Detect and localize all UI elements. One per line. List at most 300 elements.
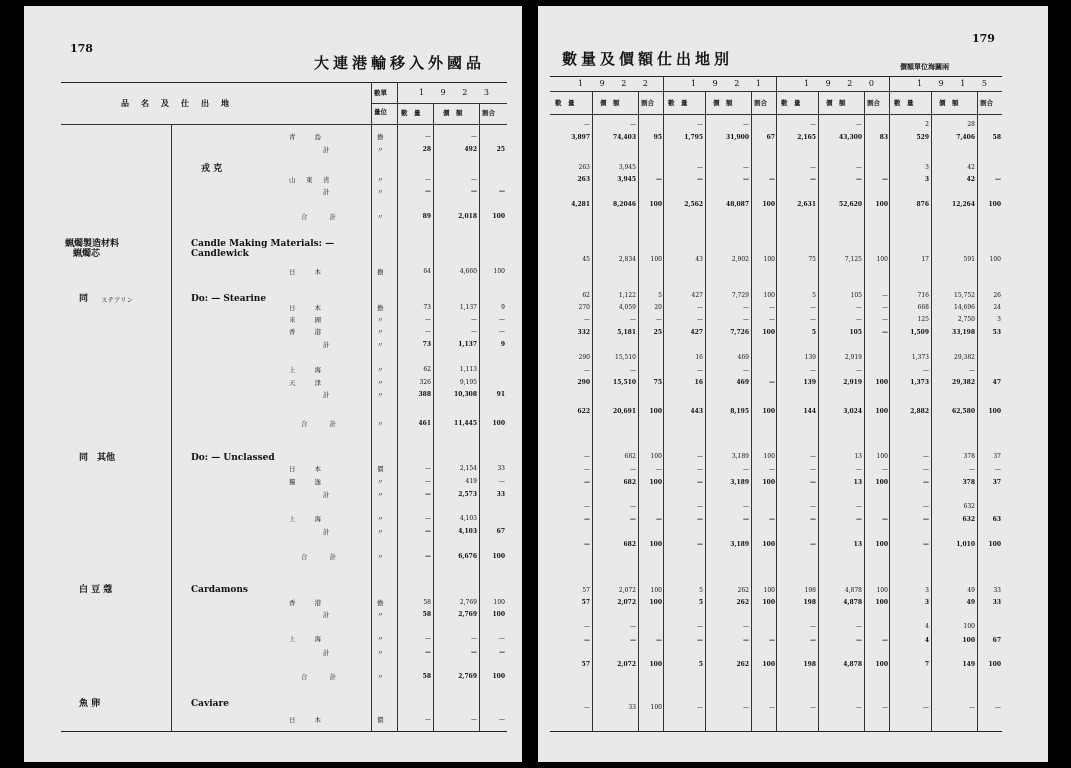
page-number-right: 179 bbox=[972, 32, 995, 45]
cell-value: 100 bbox=[763, 453, 775, 460]
cell-value: 4,059 bbox=[618, 304, 636, 311]
cell-value: 100 bbox=[875, 201, 888, 208]
cell-value: — bbox=[810, 704, 816, 711]
subtotal-label: 計 bbox=[323, 341, 330, 349]
cell-value: — bbox=[856, 503, 862, 510]
cell-value: 3,945 bbox=[617, 176, 636, 183]
cell-value: — bbox=[769, 516, 775, 523]
cell-1923: 2,018 bbox=[458, 213, 477, 220]
cell-value: 100 bbox=[762, 599, 775, 606]
cell-1923: — bbox=[471, 649, 477, 656]
cell-value: — bbox=[923, 503, 929, 510]
cell-value: 2,882 bbox=[910, 408, 929, 415]
cell-value: — bbox=[923, 466, 929, 473]
cell-value: — bbox=[697, 541, 703, 548]
page-title-right: 數量及價額仕出地別 bbox=[562, 50, 734, 68]
cell-value: 100 bbox=[649, 479, 662, 486]
cell-value: 37 bbox=[992, 479, 1001, 486]
cell-value: 290 bbox=[577, 379, 590, 386]
cell-value: 100 bbox=[876, 453, 888, 460]
cell-1923: — bbox=[499, 316, 505, 323]
cell-value: — bbox=[769, 704, 775, 711]
cell-value: — bbox=[630, 316, 636, 323]
cell-value: — bbox=[969, 704, 975, 711]
cell-value: 100 bbox=[875, 479, 888, 486]
cell-value: 668 bbox=[917, 304, 929, 311]
ratio-header: 割合 bbox=[980, 99, 993, 107]
cell-value: — bbox=[743, 503, 749, 510]
cell-1923: 100 bbox=[492, 553, 505, 560]
cell-value: 2,631 bbox=[797, 201, 816, 208]
ratio-header: 割合 bbox=[641, 99, 654, 107]
cell-value: 1,509 bbox=[910, 329, 929, 336]
cell-value: 100 bbox=[875, 661, 888, 668]
cell-1923: 62 bbox=[423, 366, 431, 373]
cell-value: — bbox=[769, 316, 775, 323]
cell-1923: — bbox=[471, 635, 477, 642]
cell-value: 100 bbox=[649, 599, 662, 606]
cell-value: — bbox=[697, 637, 703, 644]
cell-1923: 2,769 bbox=[458, 611, 477, 618]
cell-1923: — bbox=[499, 188, 505, 195]
cell-value: 100 bbox=[650, 704, 662, 711]
cell-value: — bbox=[584, 479, 590, 486]
cell-value: — bbox=[584, 453, 590, 460]
cell-value: — bbox=[769, 304, 775, 311]
ditto-mark: 〃 bbox=[377, 176, 384, 184]
cell-value: 53 bbox=[992, 329, 1001, 336]
cell-value: — bbox=[743, 304, 749, 311]
cell-value: 682 bbox=[623, 541, 636, 548]
cell-value: 42 bbox=[967, 164, 975, 171]
place-label: 青 島 bbox=[289, 133, 323, 141]
cell-1923: — bbox=[425, 528, 431, 535]
cell-value: — bbox=[769, 466, 775, 473]
cell-value: 469 bbox=[736, 379, 749, 386]
cell-value: 5 bbox=[812, 292, 816, 299]
cell-value: 100 bbox=[763, 256, 775, 263]
cell-1923: 89 bbox=[422, 213, 431, 220]
cell-value: 62 bbox=[582, 292, 590, 299]
category-caviare-ja: 魚 卵 bbox=[79, 699, 101, 709]
cell-1923: 58 bbox=[422, 611, 431, 618]
cell-1923: 492 bbox=[464, 146, 477, 153]
subtotal-label: 計 bbox=[323, 649, 330, 657]
cell-value: 2,072 bbox=[617, 599, 636, 606]
unit-label: 擔 bbox=[377, 599, 384, 607]
unit-label: 價 bbox=[377, 716, 384, 724]
cell-value: 100 bbox=[762, 661, 775, 668]
cell-value: — bbox=[584, 516, 590, 523]
ditto-mark: 〃 bbox=[377, 328, 384, 336]
cell-value: — bbox=[856, 304, 862, 311]
page-title-left: 大連港輸移入外國品 bbox=[314, 54, 486, 72]
cell-value: — bbox=[656, 176, 662, 183]
cell-value: 5 bbox=[699, 587, 703, 594]
left-page bbox=[24, 6, 522, 762]
right-table bbox=[550, 76, 1002, 732]
cell-value: — bbox=[584, 637, 590, 644]
cell-1923: 100 bbox=[492, 673, 505, 680]
cell-1923: — bbox=[425, 188, 431, 195]
cell-value: 52,620 bbox=[839, 201, 862, 208]
cell-value: 75 bbox=[653, 379, 662, 386]
cell-value: — bbox=[584, 466, 590, 473]
ditto-mark: 〃 bbox=[377, 635, 384, 643]
total-label: 合 計 bbox=[301, 553, 339, 561]
cell-value: — bbox=[923, 367, 929, 374]
cell-value: 4,281 bbox=[571, 201, 590, 208]
cell-value: — bbox=[743, 516, 749, 523]
cell-value: 7,726 bbox=[730, 329, 749, 336]
cell-value: 43,300 bbox=[839, 134, 862, 141]
qty-header: 數 量 bbox=[668, 99, 688, 107]
cell-value: 100 bbox=[762, 408, 775, 415]
cell-value: — bbox=[656, 637, 662, 644]
cell-value: 270 bbox=[578, 304, 590, 311]
cell-1923: 419 bbox=[465, 478, 477, 485]
ditto-mark: 〃 bbox=[377, 146, 384, 154]
total-label: 合 計 bbox=[301, 420, 339, 428]
cell-1923: — bbox=[425, 649, 431, 656]
ratio-header: 割合 bbox=[482, 109, 495, 117]
cell-value: 95 bbox=[653, 134, 662, 141]
cell-value: — bbox=[630, 466, 636, 473]
cell-value: 2,919 bbox=[844, 354, 862, 361]
cell-value: 262 bbox=[737, 587, 749, 594]
cell-value: 5 bbox=[698, 661, 703, 668]
ratio-header: 割合 bbox=[754, 99, 767, 107]
total-label: 合 計 bbox=[301, 673, 339, 681]
ditto-mark: 〃 bbox=[377, 391, 384, 399]
cell-value: 100 bbox=[876, 587, 888, 594]
cell-value: 4 bbox=[925, 623, 929, 630]
qty-header: 數 量 bbox=[894, 99, 914, 107]
cell-value: — bbox=[923, 541, 929, 548]
cell-value: 2,072 bbox=[617, 661, 636, 668]
cell-value: — bbox=[697, 516, 703, 523]
cell-1923: 100 bbox=[493, 268, 505, 275]
cell-value: 100 bbox=[988, 201, 1001, 208]
cell-value: — bbox=[630, 623, 636, 630]
cell-value: — bbox=[810, 541, 816, 548]
cell-value: 29,382 bbox=[954, 354, 975, 361]
cell-value: 3,024 bbox=[843, 408, 862, 415]
place-label: 上 海 bbox=[289, 515, 323, 523]
cell-1923: 388 bbox=[418, 391, 431, 398]
cell-value: 8,195 bbox=[730, 408, 749, 415]
cell-1923: 1,137 bbox=[458, 341, 477, 348]
cell-value: 12,264 bbox=[952, 201, 975, 208]
cell-1923: 28 bbox=[422, 146, 431, 153]
cell-value: — bbox=[882, 304, 888, 311]
cell-value: 427 bbox=[690, 329, 703, 336]
year-header: 1 9 2 1 bbox=[691, 79, 768, 88]
cell-value: — bbox=[697, 704, 703, 711]
cell-value: — bbox=[584, 503, 590, 510]
cell-value: — bbox=[584, 316, 590, 323]
category-cardamons-ja: 白 豆 蔻 bbox=[79, 585, 113, 595]
category-unclassed-ja: 同 其他 bbox=[79, 453, 116, 463]
cell-value: — bbox=[697, 304, 703, 311]
cell-1923: 64 bbox=[423, 268, 431, 275]
cell-value: 29,382 bbox=[952, 379, 975, 386]
cell-value: — bbox=[656, 466, 662, 473]
cell-value: 45 bbox=[582, 256, 590, 263]
subtotal-label: 計 bbox=[323, 188, 330, 196]
cell-value: 682 bbox=[623, 479, 636, 486]
cell-value: 4,878 bbox=[844, 587, 862, 594]
place-label: 日 本 bbox=[289, 465, 323, 473]
junk-label: 戎 克 bbox=[201, 164, 223, 174]
cell-value: — bbox=[769, 379, 775, 386]
place-label: 米 國 bbox=[289, 316, 323, 324]
place-label: 日 本 bbox=[289, 304, 323, 312]
cell-value: — bbox=[743, 466, 749, 473]
ditto-mark: 〃 bbox=[377, 491, 384, 499]
cell-value: 48,087 bbox=[726, 201, 749, 208]
cell-value: 2 bbox=[925, 121, 929, 128]
cell-value: — bbox=[697, 453, 703, 460]
cell-value: 100 bbox=[962, 637, 975, 644]
cell-value: 8,2046 bbox=[613, 201, 636, 208]
cell-1923: — bbox=[471, 328, 477, 335]
subtotal-label: 計 bbox=[323, 611, 330, 619]
cell-1923: 2,573 bbox=[458, 491, 477, 498]
cell-value: 14,696 bbox=[954, 304, 975, 311]
cell-value: 427 bbox=[691, 292, 703, 299]
cell-1923: — bbox=[499, 716, 505, 723]
cell-1923: 67 bbox=[496, 528, 505, 535]
cell-value: — bbox=[697, 176, 703, 183]
cell-value: 33 bbox=[993, 587, 1001, 594]
cell-value: — bbox=[856, 164, 862, 171]
cell-value: 75 bbox=[808, 256, 816, 263]
left-table bbox=[61, 82, 507, 732]
cell-value: 33 bbox=[628, 704, 636, 711]
cell-value: 100 bbox=[762, 479, 775, 486]
cell-value: — bbox=[810, 623, 816, 630]
value-header: 價 額 bbox=[600, 99, 620, 107]
year-header: 1 9 2 0 bbox=[804, 79, 881, 88]
cell-value: 3,945 bbox=[618, 164, 636, 171]
cell-1923: 461 bbox=[418, 420, 431, 427]
cell-value: 4,878 bbox=[843, 599, 862, 606]
category-candlewick-en: Candlewick bbox=[191, 249, 249, 259]
item-column-header: 品 名 及 仕 出 地 bbox=[121, 98, 231, 108]
cell-value: 263 bbox=[577, 176, 590, 183]
cell-value: 1,122 bbox=[618, 292, 636, 299]
place-label: 日 本 bbox=[289, 716, 323, 724]
cell-1923: — bbox=[425, 635, 431, 642]
cell-value: — bbox=[856, 704, 862, 711]
cell-value: — bbox=[810, 316, 816, 323]
cell-value: 15,752 bbox=[954, 292, 975, 299]
cell-value: 2,072 bbox=[618, 587, 636, 594]
cell-value: — bbox=[656, 516, 662, 523]
cell-value: — bbox=[856, 623, 862, 630]
cell-value: 67 bbox=[992, 637, 1001, 644]
cell-value: 100 bbox=[875, 599, 888, 606]
category-candle-ja: 蝋燭製造材料 bbox=[65, 239, 120, 249]
cell-1923: — bbox=[471, 176, 477, 183]
cell-1923: — bbox=[425, 491, 431, 498]
cell-1923: 2,769 bbox=[459, 599, 477, 606]
cell-value: 2,562 bbox=[684, 201, 703, 208]
unit-label: 價 bbox=[377, 465, 384, 473]
cell-value: 57 bbox=[581, 599, 590, 606]
cell-1923: 58 bbox=[423, 599, 431, 606]
cell-value: 100 bbox=[650, 587, 662, 594]
cell-value: 37 bbox=[993, 453, 1001, 460]
cell-1923: 11,445 bbox=[454, 420, 477, 427]
cell-value: — bbox=[584, 121, 590, 128]
place-label: 上 海 bbox=[289, 635, 323, 643]
ditto-mark: 〃 bbox=[377, 528, 384, 536]
cell-value: — bbox=[584, 623, 590, 630]
cell-value: — bbox=[882, 466, 888, 473]
qty-header: 數 量 bbox=[555, 99, 575, 107]
cell-value: 33 bbox=[992, 599, 1001, 606]
cell-value: 2,902 bbox=[731, 256, 749, 263]
category-caviare-en: Caviare bbox=[191, 699, 229, 709]
cell-1923: 6,676 bbox=[458, 553, 477, 560]
ditto-mark: 〃 bbox=[377, 188, 384, 196]
cell-value: 28 bbox=[967, 121, 975, 128]
cell-value: — bbox=[810, 164, 816, 171]
cell-value: 1,010 bbox=[956, 541, 975, 548]
cell-1923: 2,769 bbox=[458, 673, 477, 680]
cell-1923: 4,103 bbox=[458, 528, 477, 535]
cell-value: 125 bbox=[917, 316, 929, 323]
cell-value: — bbox=[743, 316, 749, 323]
cell-value: 290 bbox=[578, 354, 590, 361]
cell-value: 57 bbox=[581, 661, 590, 668]
ditto-mark: 〃 bbox=[377, 673, 384, 681]
cell-1923: — bbox=[425, 133, 431, 140]
cell-value: — bbox=[923, 516, 929, 523]
cell-value: 49 bbox=[967, 587, 975, 594]
cell-value: 100 bbox=[763, 292, 775, 299]
cell-value: 105 bbox=[850, 292, 862, 299]
cell-value: — bbox=[697, 121, 703, 128]
cell-value: — bbox=[584, 367, 590, 374]
cell-value: 67 bbox=[766, 134, 775, 141]
cell-1923: 91 bbox=[496, 391, 505, 398]
cell-value: 74,403 bbox=[613, 134, 636, 141]
cell-value: 1,373 bbox=[911, 354, 929, 361]
cell-value: — bbox=[856, 316, 862, 323]
cell-1923: 2,154 bbox=[459, 465, 477, 472]
cell-value: 4 bbox=[924, 637, 929, 644]
cell-1923: 100 bbox=[492, 611, 505, 618]
cell-value: 7,406 bbox=[956, 134, 975, 141]
cell-value: 100 bbox=[875, 379, 888, 386]
cell-1923: 100 bbox=[493, 599, 505, 606]
cell-1923: — bbox=[499, 649, 505, 656]
place-label: 上 海 bbox=[289, 366, 323, 374]
cell-value: 100 bbox=[649, 201, 662, 208]
cell-value: 1,373 bbox=[910, 379, 929, 386]
cell-value: 24 bbox=[993, 304, 1001, 311]
cell-value: 100 bbox=[876, 256, 888, 263]
subtotal-label: 計 bbox=[323, 146, 330, 154]
ditto-mark: 〃 bbox=[377, 341, 384, 349]
ditto-mark: 〃 bbox=[377, 515, 384, 523]
cell-value: 100 bbox=[762, 329, 775, 336]
unit-note: 價額單位海關兩 bbox=[900, 62, 949, 71]
cell-value: — bbox=[697, 503, 703, 510]
cell-value: — bbox=[969, 367, 975, 374]
cell-value: 7,729 bbox=[731, 292, 749, 299]
cell-1923: — bbox=[499, 635, 505, 642]
category-candle-en: Candle Making Materials: — bbox=[191, 239, 335, 249]
cell-value: 100 bbox=[649, 541, 662, 548]
cell-value: — bbox=[810, 176, 816, 183]
cell-value: 105 bbox=[849, 329, 862, 336]
cell-value: — bbox=[743, 176, 749, 183]
cell-value: 100 bbox=[988, 408, 1001, 415]
cell-1923: 100 bbox=[492, 420, 505, 427]
cell-value: — bbox=[882, 637, 888, 644]
cell-value: — bbox=[810, 466, 816, 473]
cell-value: — bbox=[630, 367, 636, 374]
cell-value: — bbox=[656, 316, 662, 323]
cell-value: 378 bbox=[963, 453, 975, 460]
cell-value: 591 bbox=[963, 256, 975, 263]
cell-value: — bbox=[856, 367, 862, 374]
total-label: 合 計 bbox=[301, 213, 339, 221]
cell-value: 100 bbox=[762, 201, 775, 208]
cell-value: — bbox=[856, 516, 862, 523]
cell-value: 100 bbox=[650, 453, 662, 460]
cell-value: — bbox=[856, 121, 862, 128]
place-label: 日 本 bbox=[289, 268, 323, 276]
cell-value: — bbox=[995, 704, 1001, 711]
cell-value: 49 bbox=[966, 599, 975, 606]
cell-1923: — bbox=[425, 553, 431, 560]
page-number-left: 178 bbox=[70, 42, 93, 55]
cell-value: 3,897 bbox=[571, 134, 590, 141]
cell-value: 682 bbox=[624, 453, 636, 460]
cell-value: — bbox=[810, 367, 816, 374]
cell-value: 139 bbox=[803, 379, 816, 386]
cell-value: 2,165 bbox=[797, 134, 816, 141]
cell-value: 100 bbox=[762, 541, 775, 548]
ditto-mark: 〃 bbox=[377, 553, 384, 561]
cell-value: 198 bbox=[804, 587, 816, 594]
cell-value: 378 bbox=[962, 479, 975, 486]
subtotal-label: 計 bbox=[323, 491, 330, 499]
cell-value: 632 bbox=[963, 503, 975, 510]
cell-1923: — bbox=[425, 716, 431, 723]
cell-value: 262 bbox=[736, 661, 749, 668]
place-label: 天 津 bbox=[289, 379, 323, 387]
cell-value: 58 bbox=[992, 134, 1001, 141]
cell-value: 3,189 bbox=[731, 453, 749, 460]
cell-value: 17 bbox=[921, 256, 929, 263]
category-cardamons-en: Cardamons bbox=[191, 585, 248, 595]
cell-value: 4,878 bbox=[843, 661, 862, 668]
cell-value: 100 bbox=[650, 256, 662, 263]
ditto-mark: 〃 bbox=[377, 213, 384, 221]
cell-value: 332 bbox=[577, 329, 590, 336]
unit-label: 擔 bbox=[377, 268, 384, 276]
year-header: 1 9 2 2 bbox=[578, 79, 655, 88]
cell-value: 876 bbox=[916, 201, 929, 208]
cell-value: 100 bbox=[875, 408, 888, 415]
cell-1923: — bbox=[425, 515, 431, 522]
